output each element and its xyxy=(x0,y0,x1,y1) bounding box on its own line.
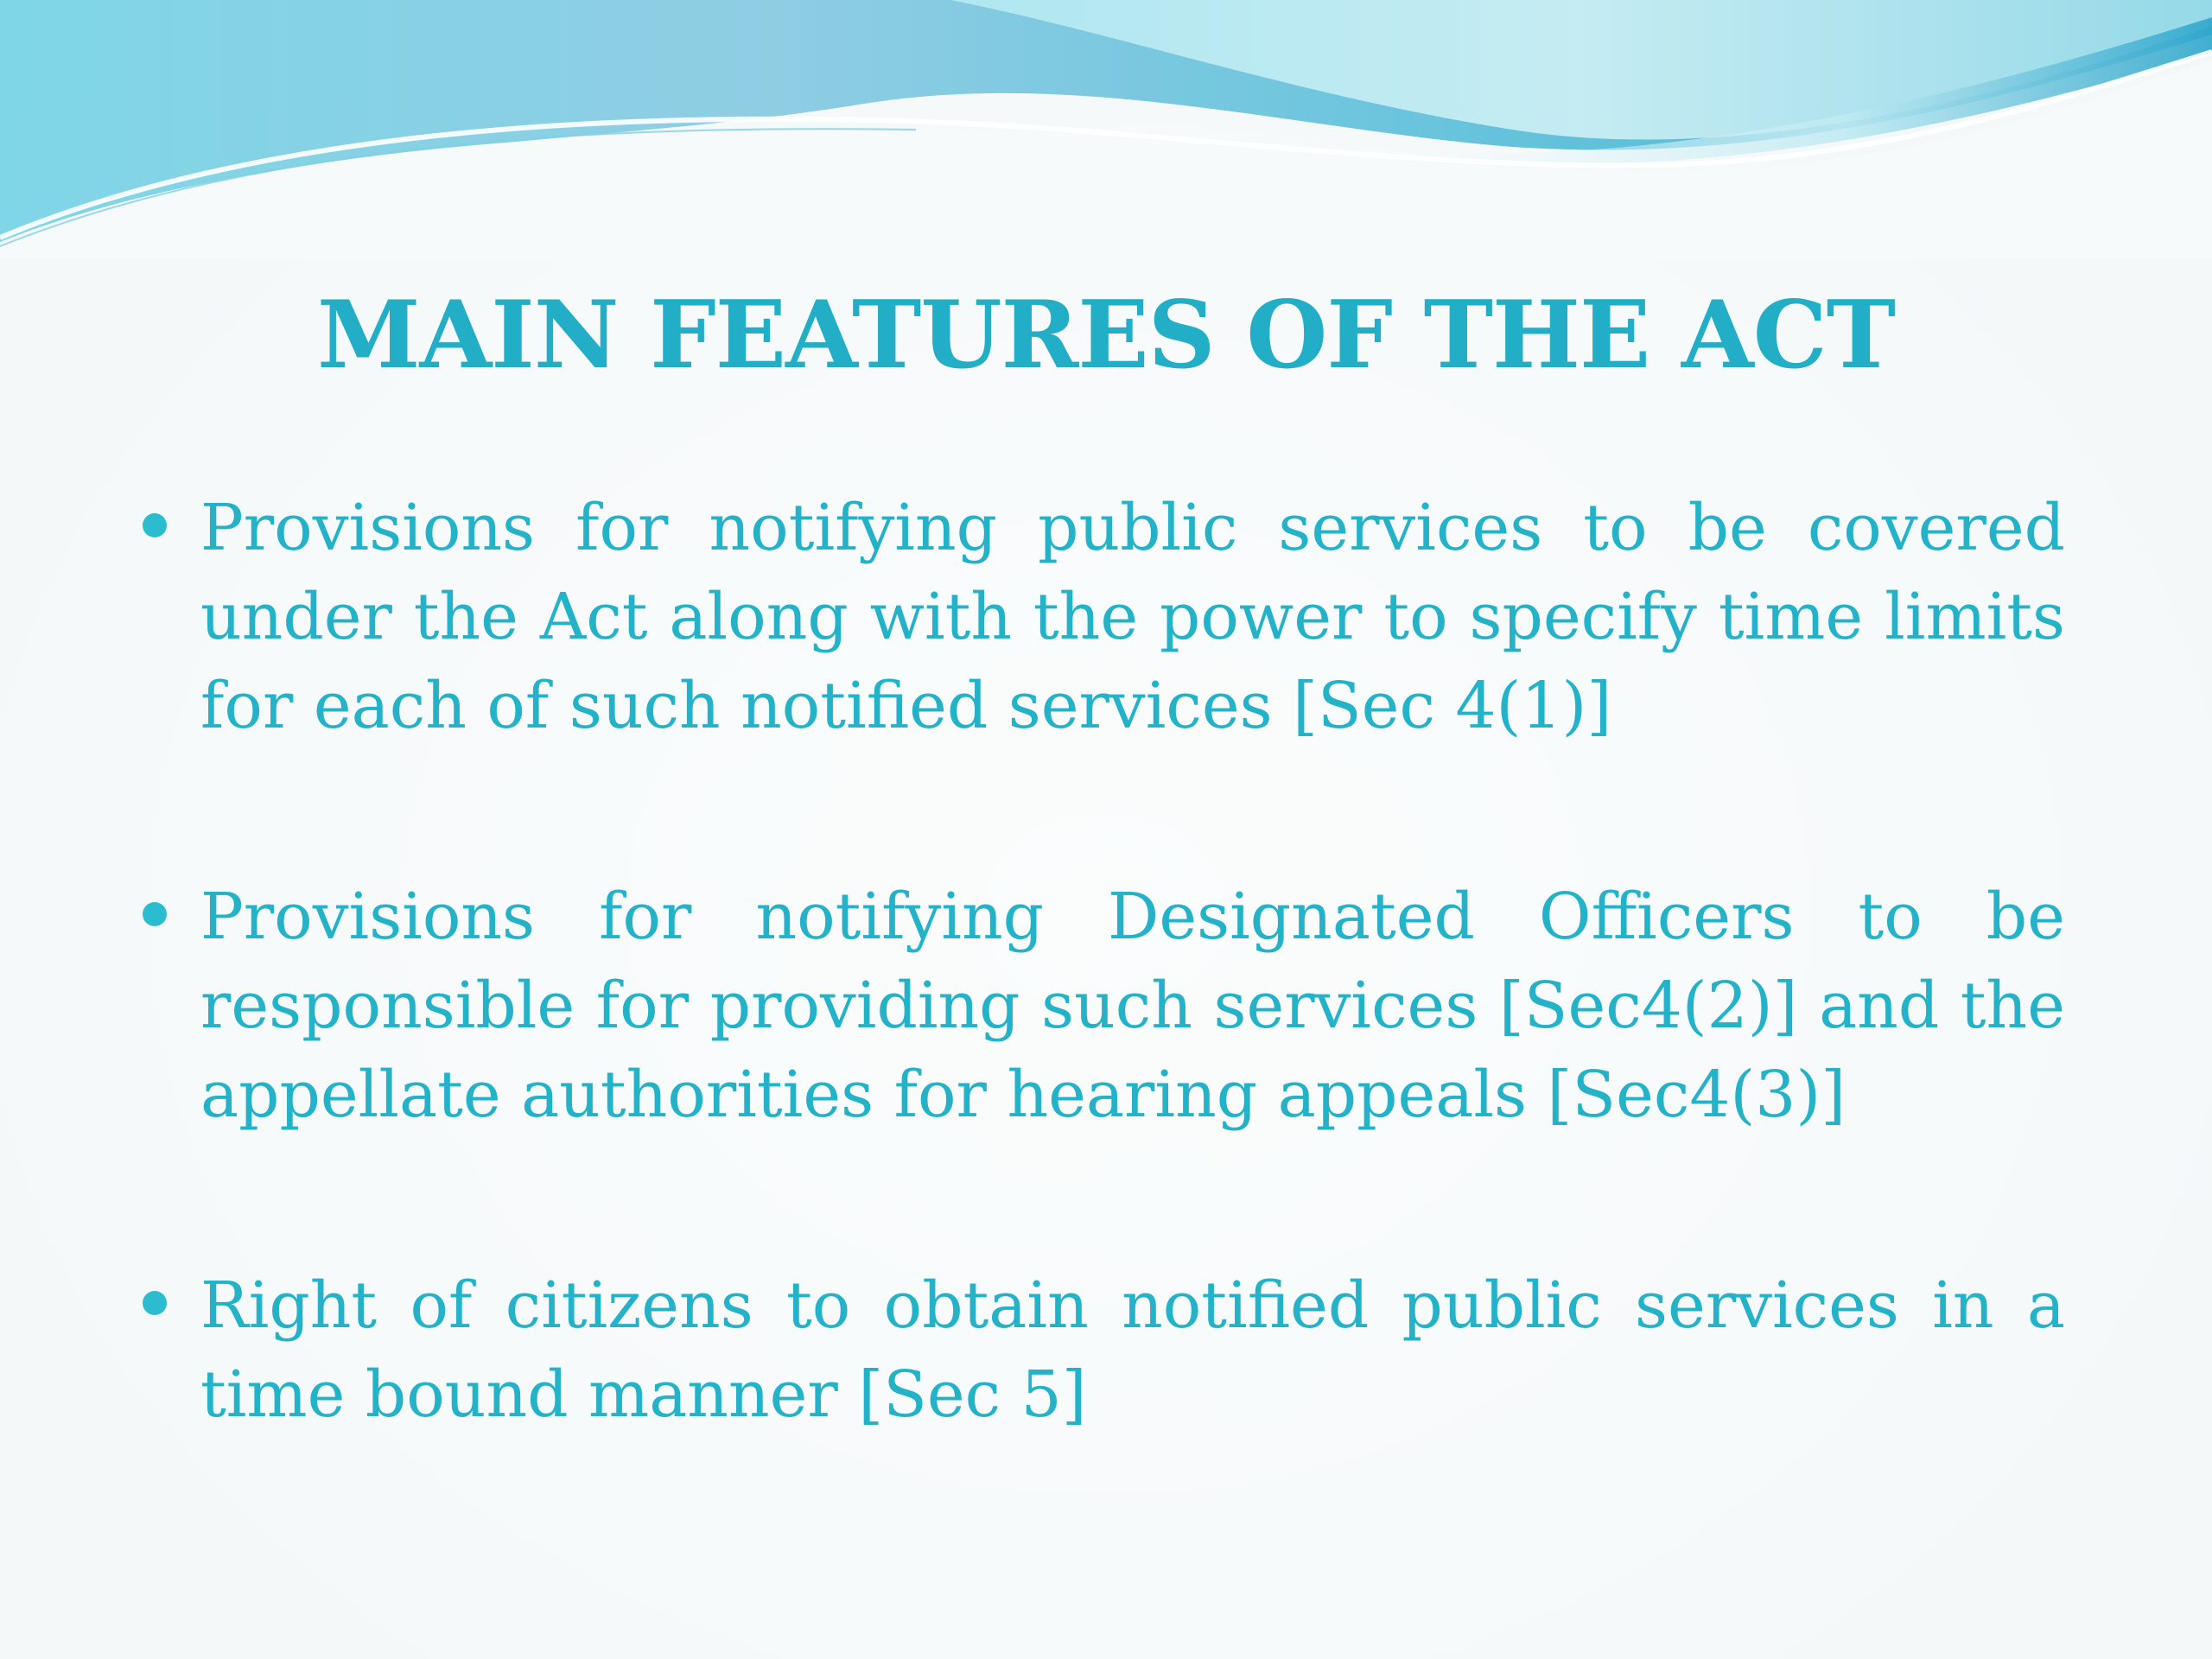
bullet-text: Right of citizens to obtain notified public services in a time bound manner [Sec 5] xyxy=(200,1268,2065,1432)
bullet-text: Provisions for notifying public services to be covered under the Act along with the power to specify time limits for each of such notified services [Sec 4(1)] xyxy=(200,491,2065,743)
bullet-dot-icon xyxy=(143,902,167,926)
bullet-text: Provisions for notifying Designated Officers to be responsible for providing such services [Sec4(2)] and the appellate authorities for hearing appeals [Sec4(3)] xyxy=(200,880,2065,1132)
slide-title: MAIN FEATURES OF THE ACT xyxy=(316,281,1896,390)
bullet-dot-icon xyxy=(143,513,167,537)
bullet-dot-icon xyxy=(143,1291,167,1315)
